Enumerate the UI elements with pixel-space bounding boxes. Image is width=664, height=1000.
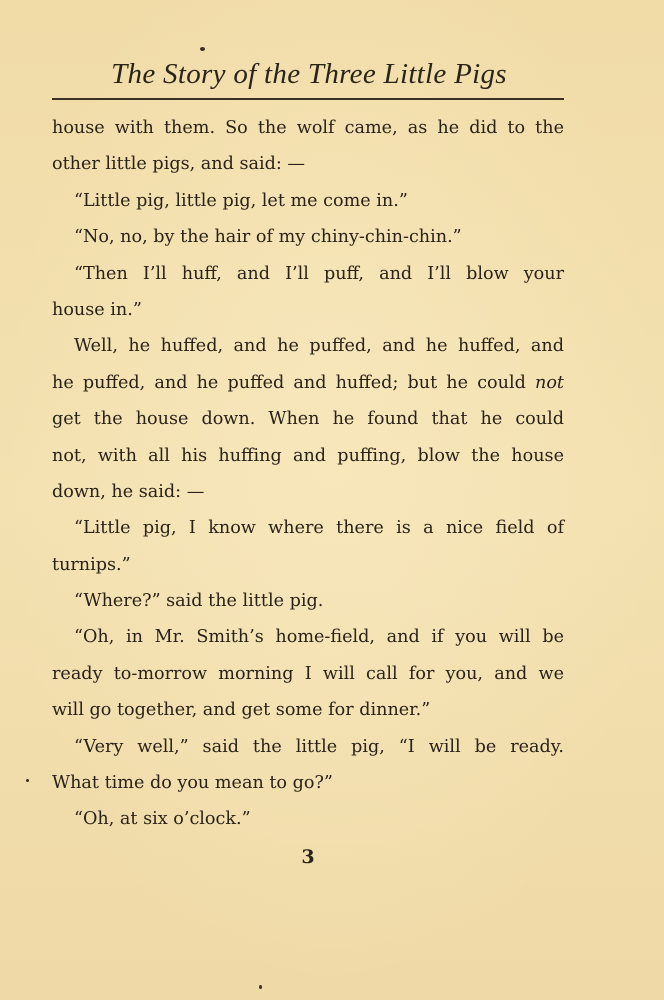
text-line <box>52 365 564 401</box>
text-line <box>52 292 564 328</box>
text-line-content: he puffed, and he puffed and huffed; but he could <box>52 372 526 393</box>
text-line <box>52 474 564 510</box>
text-line <box>52 328 564 364</box>
header-rule <box>52 98 564 100</box>
text-line-content: ready to-morrow morning I will call for you, and we <box>52 663 564 684</box>
text-line-content: Well, he huffed, and he puffed, and he huffed, and <box>74 336 564 357</box>
text-line-content: not, with all his huffing and puffing, blow the house <box>52 445 564 466</box>
emphasized-word: not <box>535 372 564 393</box>
text-line-content: “No, no, by the hair of my chiny-chin-chin.” <box>74 227 462 248</box>
text-line <box>52 110 564 146</box>
text-line <box>52 510 564 546</box>
text-line-content: turnips.” <box>52 554 131 575</box>
text-line <box>52 183 564 219</box>
text-line-content: house in.” <box>52 299 142 320</box>
text-line-content: down, he said: — <box>52 481 205 502</box>
text-line <box>52 219 564 255</box>
text-line <box>52 692 564 728</box>
text-line-content: “Little pig, I know where there is a nice field of <box>74 518 564 539</box>
text-line <box>52 547 564 583</box>
page-number: 3 <box>301 846 315 868</box>
text-line <box>52 438 564 474</box>
print-speck <box>26 779 29 782</box>
text-line <box>52 146 564 182</box>
text-line-content: What time do you mean to go?” <box>52 773 333 794</box>
text-line-content: “Very well,” said the little pig, “I will be ready. <box>74 736 564 757</box>
text-line <box>52 729 564 765</box>
running-header-title: The Story of the Three Little Pigs <box>111 58 507 90</box>
text-line-content: “Little pig, little pig, let me come in.” <box>74 190 408 211</box>
text-line <box>52 619 564 655</box>
text-line-content: “Then I’ll huff, and I’ll puff, and I’ll blow your <box>74 263 564 284</box>
text-line <box>52 256 564 292</box>
text-line-content: house with them. So the wolf came, as he did to the <box>52 118 564 138</box>
body-text <box>52 110 564 838</box>
text-line-content: “Oh, at six o’clock.” <box>74 809 251 830</box>
text-line-content: will go together, and get some for dinner.” <box>52 700 431 721</box>
text-line <box>52 765 564 801</box>
text-line <box>52 801 564 837</box>
text-line-content: other little pigs, and said: — <box>52 154 305 175</box>
text-line <box>52 401 564 437</box>
print-speck <box>200 47 205 51</box>
text-line-content: “Oh, in Mr. Smith’s home-field, and if you will be <box>74 627 564 648</box>
text-line <box>52 583 564 619</box>
print-speck <box>259 985 262 989</box>
text-line-content: “Where?” said the little pig. <box>74 591 324 612</box>
text-line <box>52 656 564 692</box>
text-line-content: get the house down. When he found that he could <box>52 409 564 430</box>
